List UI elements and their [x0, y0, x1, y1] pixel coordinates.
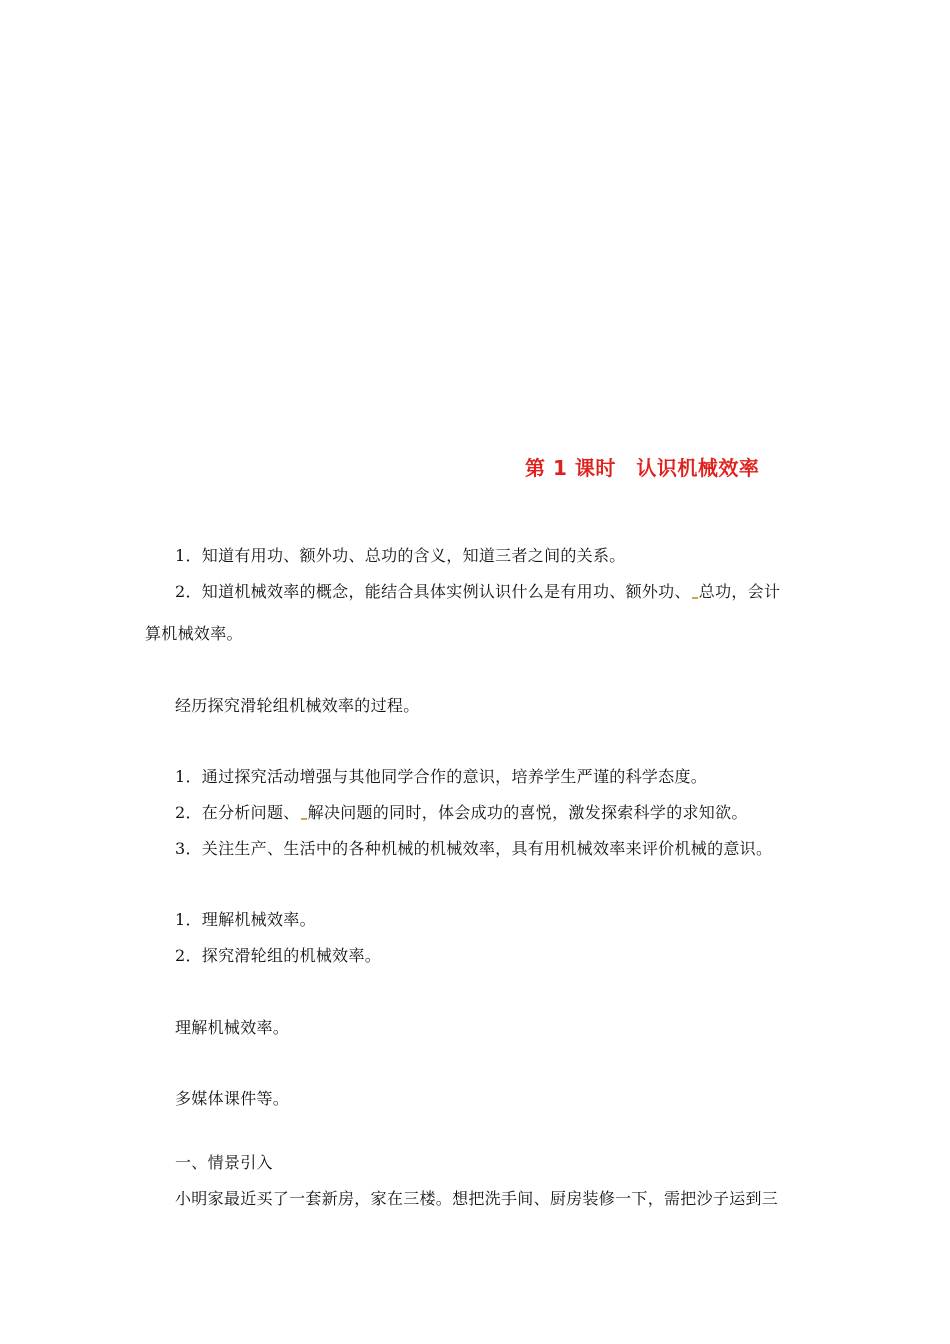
knowledge-goal-2-part-b: 总功，会计	[698, 582, 781, 601]
lesson-title: 第 1 课时 认识机械效率	[525, 456, 760, 480]
attitude-goal-2	[175, 803, 748, 823]
section-heading: 一、情景引入	[175, 1153, 273, 1172]
scenario-text: 小明家最近买了一套新房，家在三楼。想把洗手间、厨房装修一下，需把沙子运到三	[175, 1189, 779, 1208]
attitude-goal-2-part-b: 解决问题的同时，体会成功的喜悦，激发探索科学的求知欲。	[307, 803, 748, 822]
knowledge-goal-1: 1．知道有用功、额外功、总功的含义，知道三者之间的关系。	[175, 546, 626, 565]
knowledge-goal-2	[175, 582, 780, 602]
key-point-2: 2．探究滑轮组的机械效率。	[175, 946, 382, 965]
attitude-goal-2-part-a: 2．在分析问题、	[175, 803, 300, 822]
attitude-goal-1: 1．通过探究活动增强与其他同学合作的意识，培养学生严谨的科学态度。	[175, 767, 708, 786]
knowledge-goal-2-continued: 算机械效率。	[145, 624, 243, 643]
attitude-goal-3: 3．关注生产、生活中的各种机械的机械效率，具有用机械效率来评价机械的意识。	[175, 839, 773, 858]
knowledge-goal-2-part-a: 2．知道机械效率的概念，能结合具体实例认识什么是有用功、额外功、	[175, 582, 691, 601]
process-goal: 经历探究滑轮组机械效率的过程。	[175, 696, 420, 715]
edit-mark	[301, 818, 307, 820]
teaching-preparation: 多媒体课件等。	[175, 1089, 290, 1108]
edit-mark	[692, 597, 698, 599]
difficulty-point: 理解机械效率。	[175, 1018, 290, 1037]
key-point-1: 1．理解机械效率。	[175, 910, 316, 929]
